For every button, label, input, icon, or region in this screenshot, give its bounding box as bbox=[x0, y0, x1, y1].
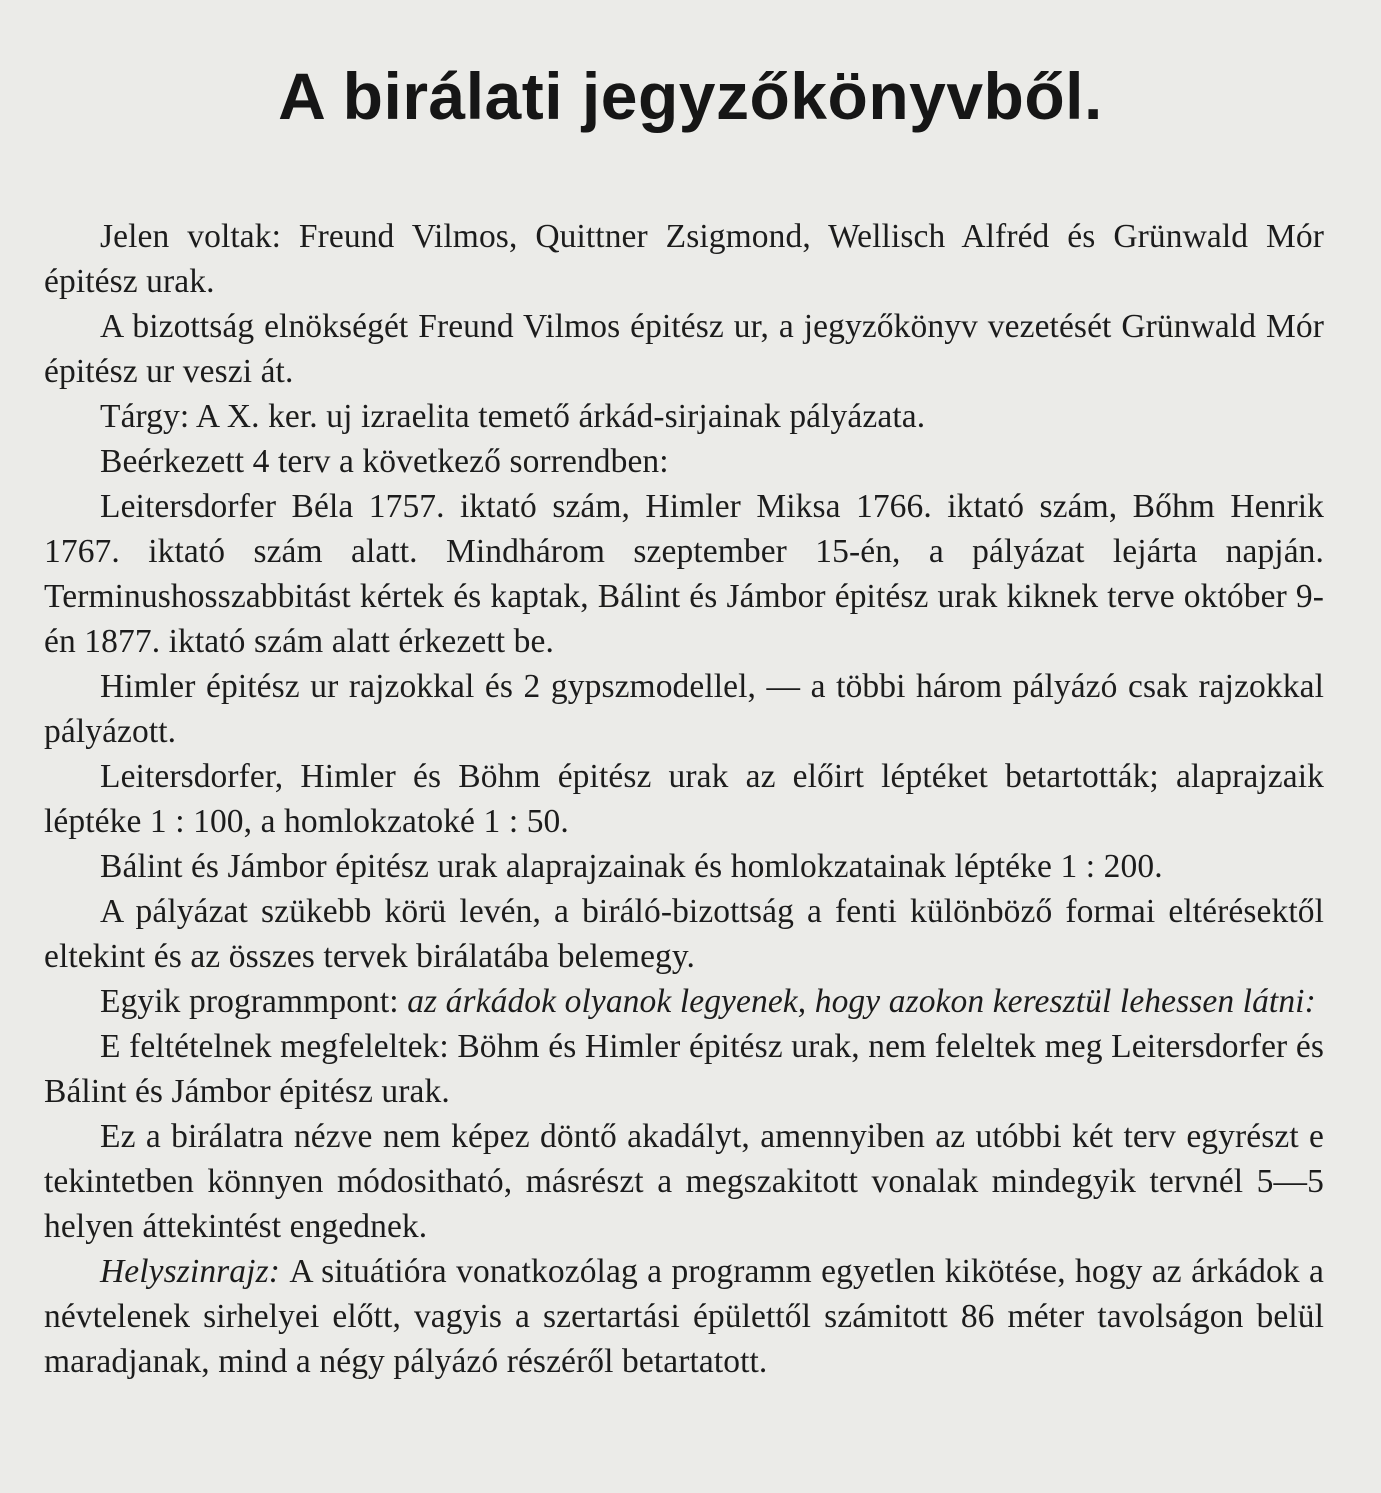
paragraph-balint-scale: Bálint és Jámbor épitész urak alaprajzainak és homlokzatainak léptéke 1 : 200. bbox=[100, 848, 1163, 885]
page-title: A birálati jegyzőkönyvből. bbox=[278, 59, 1103, 133]
paragraph-scale: Leitersdorfer, Himler és Böhm épitész urak az előirt léptéket betartották; alaprajzaik léptéke 1 : 100, a homlokzatoké 1 : 50. bbox=[44, 758, 1324, 840]
paragraph-narrow-competition: A pályázat szükebb körü levén, a biráló-bizottság a fenti különböző formai eltérésektől eltekint és az összes tervek birálatába belemegy. bbox=[44, 893, 1324, 975]
document-body bbox=[44, 214, 1324, 1384]
paragraph-committee: A bizottság elnökségét Freund Vilmos épitész ur, a jegyzőkönyv vezetését Grünwald Mór épitész ur veszi át. bbox=[44, 308, 1324, 390]
paragraph-himler: Himler épitész ur rajzokkal és 2 gypszmodellel, — a többi három pályázó csak rajzokkal pályázott. bbox=[44, 668, 1324, 750]
paragraph-submissions: Leitersdorfer Béla 1757. iktató szám, Himler Miksa 1766. iktató szám, Bőhm Henrik 1767. iktató szám alatt. Mindhárom szeptember 15-én, a pályázat lejárta napján. Terminushosszabbitást kértek és kaptak, Bálint és Jámbor épitész urak kiknek terve október 9-én 1877. iktató szám alatt érkezett be. bbox=[44, 488, 1324, 660]
paragraph-not-decisive: Ez a birálatra nézve nem képez döntő akadályt, amennyiben az utóbbi két terv egyrészt e tekintetben könnyen módositható, másrészt a megszakitott vonalak mindegyik tervnél 5—5 helyen áttekintést engednek. bbox=[44, 1118, 1324, 1245]
paragraph-received: Beérkezett 4 terv a következő sorrendben: bbox=[100, 443, 669, 480]
site-plan-heading: Helyszinrajz: bbox=[100, 1253, 290, 1290]
program-point-lead: Egyik programmpont: bbox=[100, 983, 408, 1020]
paragraph-compliance: E feltételnek megfeleltek: Böhm és Himler épitész urak, nem feleltek meg Leitersdorfer és Bálint és Jámbor épitész urak. bbox=[44, 1028, 1324, 1110]
paragraph-attendees: Jelen voltak: Freund Vilmos, Quittner Zsigmond, Wellisch Alfréd és Grünwald Mór épitész urak. bbox=[44, 218, 1324, 300]
site-plan-text: A situátióra vonatkozólag a programm egyetlen kikötése, hogy az árkádok a névtelenek sirhelyei előtt, vagyis a szertartási épülettől számitott 86 méter tavolságon belül maradjanak, mind a négy pályázó részéről betartatott. bbox=[44, 1253, 1324, 1380]
program-point-emphasis: az árkádok olyanok legyenek, hogy azokon keresztül lehessen látni: bbox=[407, 983, 1316, 1020]
paragraph-site-plan bbox=[44, 1249, 1324, 1384]
paragraph-program-point bbox=[44, 979, 1324, 1024]
paragraph-subject: Tárgy: A X. ker. uj izraelita temető árkád-sirjainak pályázata. bbox=[100, 398, 926, 435]
